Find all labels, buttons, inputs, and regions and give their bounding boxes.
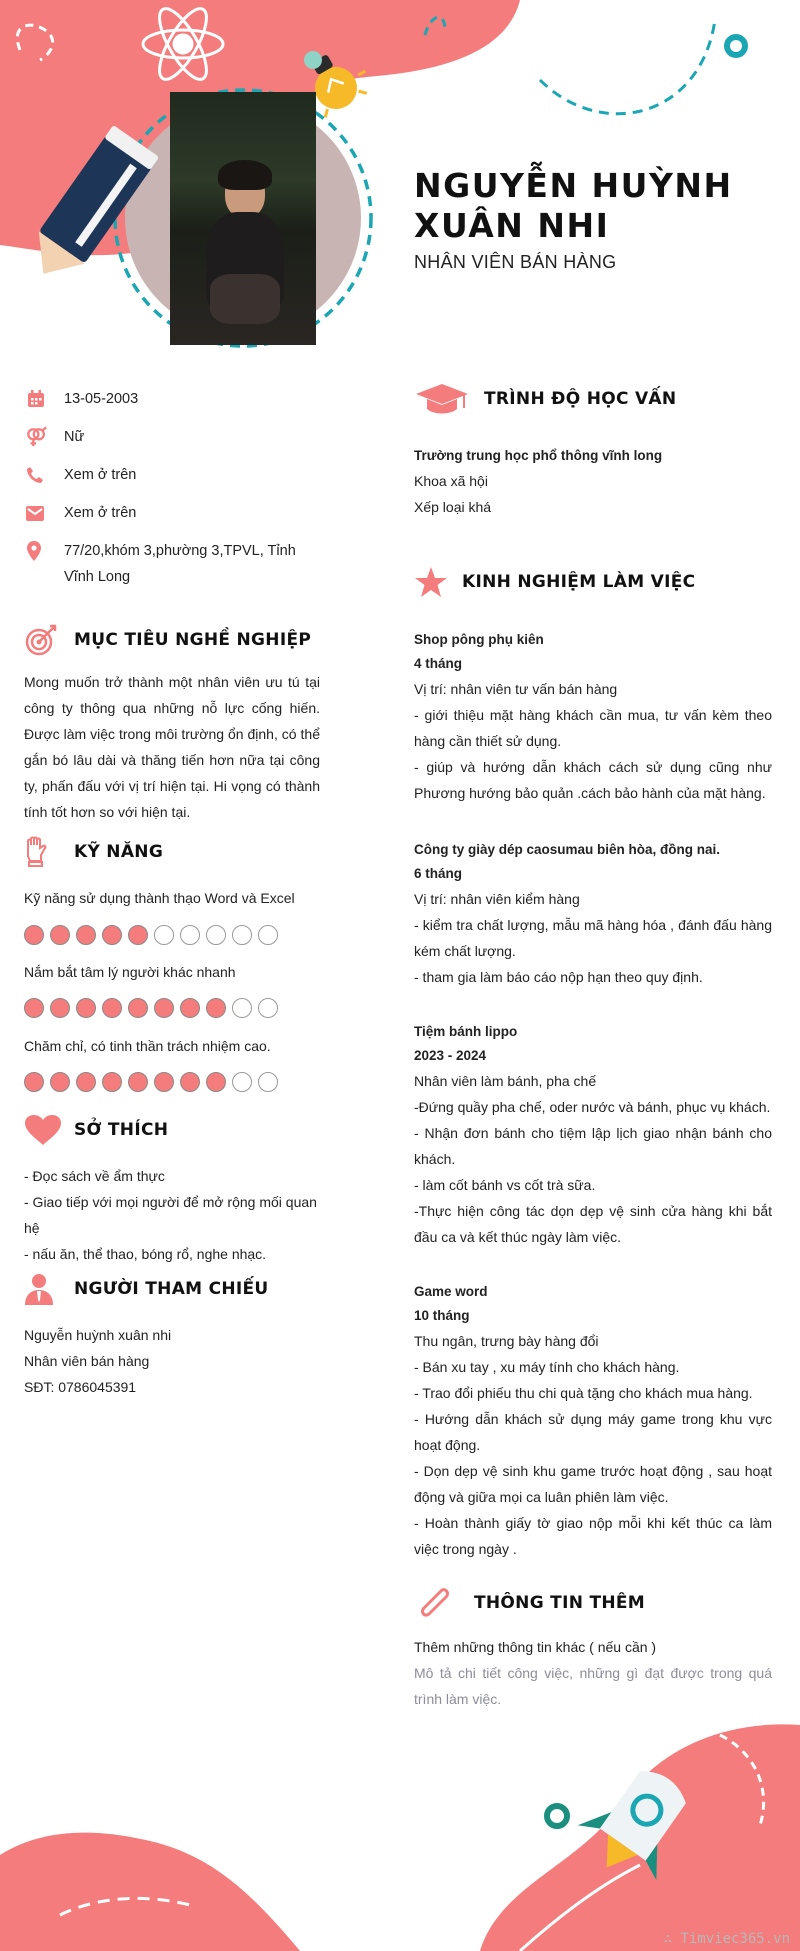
job-line: - làm cốt bánh vs cốt trà sữa. [414, 1177, 596, 1193]
contact-gender-text: Nữ [64, 429, 85, 445]
skill-rating-2 [24, 998, 320, 1018]
rating-dot [258, 998, 278, 1018]
rating-dot [50, 1072, 70, 1092]
job-line: - Trao đổi phiếu thu chi quà tặng cho khách mua hàng. [414, 1385, 753, 1401]
hobbies-title: SỞ THÍCH [74, 1120, 169, 1140]
heart-icon [24, 1114, 74, 1146]
contact-birthdate-text: 13-05-2003 [64, 391, 139, 407]
job-duration: 4 tháng [414, 656, 463, 671]
candidate-name [414, 166, 774, 246]
footer-decoration [0, 1715, 800, 1951]
rating-dot [258, 925, 278, 945]
education-line: Xếp loại khá [414, 499, 492, 515]
job-line: Nhân viên làm bánh, pha chế [414, 1073, 597, 1089]
skills-title: KỸ NĂNG [74, 842, 164, 862]
education-details [414, 444, 772, 520]
job-line: - Hướng dẫn khách sử dụng máy game trong khu vực hoạt động. [414, 1411, 772, 1453]
rating-dot [76, 998, 96, 1018]
rating-dot [258, 1072, 278, 1092]
reference-title: NGƯỜI THAM CHIẾU [74, 1279, 269, 1299]
job-company: Shop pông phụ kiên [414, 632, 544, 647]
rating-dot [76, 925, 96, 945]
objective-header [24, 624, 320, 656]
rating-dot [76, 1072, 96, 1092]
hobby-item: - Giao tiếp với mọi người để mở rộng mối quan hệ [24, 1194, 317, 1236]
star-icon [414, 566, 462, 598]
rating-dot [180, 1072, 200, 1092]
rating-dot [24, 998, 44, 1018]
rating-dot [206, 998, 226, 1018]
rating-dot [128, 998, 148, 1018]
job-line: Vị trí: nhân viên tư vấn bán hàng [414, 681, 618, 697]
job-line: Thu ngân, trưng bày hàng đổi [414, 1333, 599, 1349]
job-line: - tham gia làm báo cáo nộp hạn theo quy định. [414, 969, 703, 985]
skill-rating-3 [24, 1072, 320, 1092]
job-entry [414, 628, 772, 806]
mail-icon [26, 500, 48, 526]
reference-name: Nguyễn huỳnh xuân nhi [24, 1327, 172, 1343]
job-entry [414, 1280, 772, 1562]
education-line: Khoa xã hội [414, 473, 488, 489]
extra-header [414, 1584, 772, 1622]
job-entry [414, 838, 772, 990]
rating-dot [232, 925, 252, 945]
candidate-name-line1: NGUYỄN HUỲNH [414, 166, 733, 205]
watermark: ∴ Timviec365.vn [663, 1931, 790, 1947]
hobbies-header [24, 1114, 320, 1146]
job-company: Công ty giày dép caosumau biên hòa, đồng nai. [414, 842, 721, 857]
job-company: Game word [414, 1284, 488, 1299]
job-duration: 2023 - 2024 [414, 1048, 487, 1063]
hobby-item: - Đọc sách về ẩm thực [24, 1168, 165, 1184]
job-line: - Dọn dẹp vệ sinh khu game trước hoạt động , sau hoạt động và giữa mọi ca luân phiên làm việc. [414, 1463, 772, 1505]
extra-details [414, 1634, 772, 1712]
rating-dot [206, 1072, 226, 1092]
skill-label-3: Chăm chỉ, có tinh thần trách nhiệm cao. [24, 1038, 271, 1054]
extra-line: Thêm những thông tin khác ( nếu cần ) [414, 1639, 657, 1655]
graduation-cap-icon [414, 382, 484, 416]
rating-dot [50, 998, 70, 1018]
rating-dot [154, 1072, 174, 1092]
education-header [414, 382, 772, 416]
job-duration: 6 tháng [414, 866, 463, 881]
contact-phone-text: Xem ở trên [64, 467, 137, 483]
candidate-role: NHÂN VIÊN BÁN HÀNG [414, 252, 617, 272]
job-line: -Thực hiện công tác dọn dẹp vệ sinh cửa hàng khi bắt đầu ca và kết thúc ngày làm việc. [414, 1203, 772, 1245]
extra-description: Mô tả chi tiết công việc, những gì đạt được trong quá trình làm việc. [414, 1665, 772, 1707]
job-line: - kiểm tra chất lượng, mẫu mã hàng hóa , đánh đấu hàng kém chất lượng. [414, 917, 772, 959]
fist-icon [24, 836, 74, 868]
skill-rating-1 [24, 925, 320, 945]
paperclip-icon [414, 1584, 474, 1622]
hobby-item: - nấu ăn, thể thao, bóng rổ, nghe nhạc. [24, 1246, 267, 1262]
calendar-icon [26, 386, 48, 412]
rating-dot [128, 925, 148, 945]
rating-dot [50, 925, 70, 945]
skills-header [24, 836, 320, 868]
reference-position: Nhân viên bán hàng [24, 1353, 150, 1369]
rating-dot [180, 925, 200, 945]
job-line: - Hoàn thành giấy tờ giao nộp mỗi khi kết thúc ca làm việc trong ngày . [414, 1515, 772, 1557]
reference-phone: SĐT: 0786045391 [24, 1379, 137, 1395]
job-line: - Nhận đơn bánh cho tiệm lập lịch giao nhận bánh cho khách. [414, 1125, 772, 1167]
objective-text: Mong muốn trở thành một nhân viên ưu tú tại công ty thông qua những nỗ lực cống hiến. Được làm việc trong môi trường ổn định, có thể gắn bó lâu dài và thăng tiến hơn nữa tại công ty, phấn đấu với vị trí hiện tại. Hi vọng có thành tính tốt hơn so với hiện tại. [24, 674, 320, 820]
gender-icon [26, 424, 48, 450]
contact-birthdate [26, 386, 326, 412]
skill-label-2: Nắm bắt tâm lý người khác nhanh [24, 964, 236, 980]
skill-label-1: Kỹ năng sử dụng thành thạo Word và Excel [24, 890, 295, 906]
rating-dot [102, 1072, 122, 1092]
job-duration: 10 tháng [414, 1308, 470, 1323]
rating-dot [180, 998, 200, 1018]
rating-dot [24, 925, 44, 945]
contact-email [26, 500, 326, 526]
rating-dot [128, 1072, 148, 1092]
experience-title: KINH NGHIỆM LÀM VIỆC [462, 572, 696, 592]
job-line: -Đứng quầy pha chế, oder nước và bánh, phục vụ khách. [414, 1099, 771, 1115]
rating-dot [232, 998, 252, 1018]
job-company: Tiệm bánh lippo [414, 1024, 518, 1039]
contact-gender [26, 424, 326, 450]
extra-title: THÔNG TIN THÊM [474, 1593, 645, 1613]
reference-header [24, 1273, 320, 1305]
contact-email-text: Xem ở trên [64, 505, 137, 521]
job-line: - giúp và hướng dẫn khách cách sử dụng cũng như Phương hướng bảo quản .cách bảo hành của mặt hàng. [414, 759, 772, 801]
target-icon [24, 624, 74, 656]
rating-dot [232, 1072, 252, 1092]
reference-details [24, 1322, 320, 1400]
rating-dot [206, 925, 226, 945]
contact-phone [26, 462, 326, 488]
hobbies-list [24, 1163, 320, 1267]
school-name: Trường trung học phổ thông vĩnh long [414, 448, 663, 463]
phone-icon [26, 462, 48, 488]
contact-address-text: 77/20,khóm 3,phường 3,TPVL, Tỉnh Vĩnh Long [64, 543, 296, 585]
rating-dot [102, 925, 122, 945]
profile-photo [170, 92, 316, 345]
contact-address [26, 538, 326, 590]
rating-dot [154, 925, 174, 945]
rating-dot [24, 1072, 44, 1092]
education-title: TRÌNH ĐỘ HỌC VẤN [484, 389, 677, 409]
rating-dot [154, 998, 174, 1018]
objective-title: MỤC TIÊU NGHỀ NGHIỆP [74, 630, 312, 650]
job-entry [414, 1020, 772, 1250]
location-pin-icon [26, 538, 48, 564]
job-line: - Bán xu tay , xu máy tính cho khách hàng. [414, 1359, 680, 1375]
person-icon [24, 1273, 74, 1305]
experience-header [414, 566, 772, 598]
rating-dot [102, 998, 122, 1018]
job-line: - giới thiệu mặt hàng khách cần mua, tư vấn kèm theo hàng cần thiết sử dụng. [414, 707, 772, 749]
candidate-name-line2: XUÂN NHI [414, 206, 610, 245]
job-line: Vị trí: nhân viên kiểm hàng [414, 891, 580, 907]
